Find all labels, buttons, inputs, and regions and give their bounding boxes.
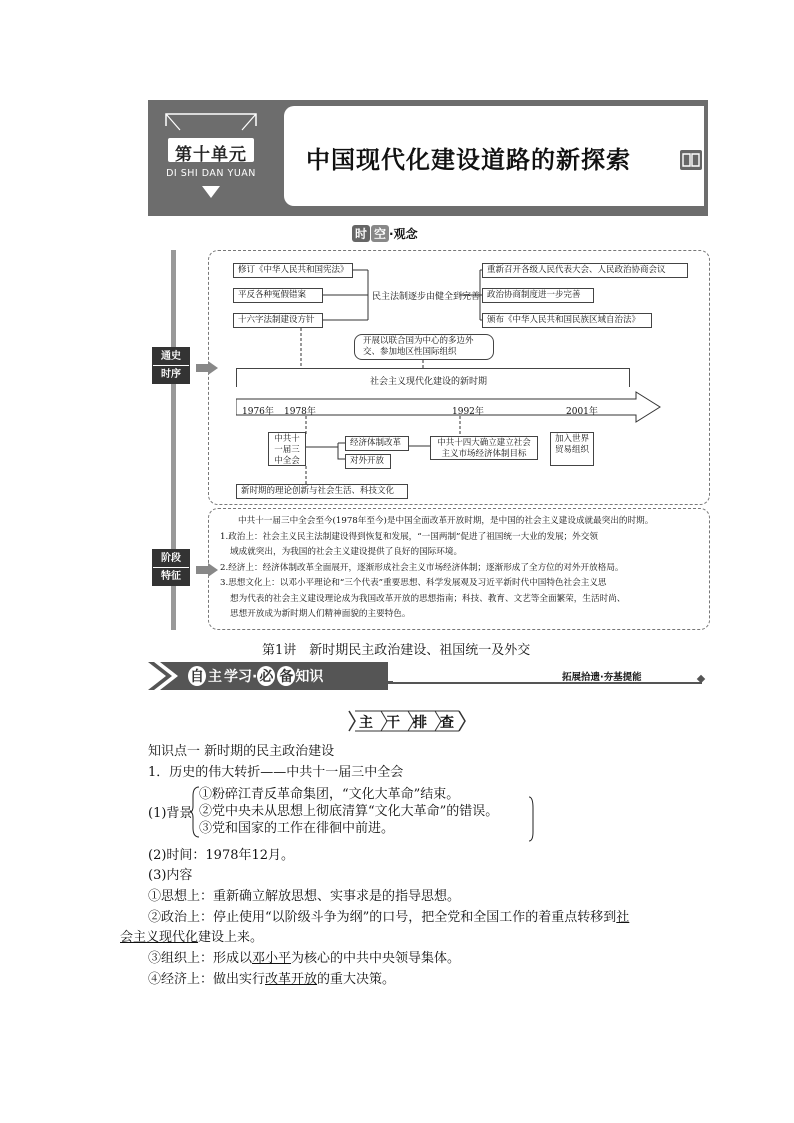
background-3: ③党和国家的工作在徘徊中前进。 <box>199 821 395 836</box>
box-culture: 新时期的理论创新与社会生活、科技文化 <box>236 484 408 499</box>
shikong-part3: ·观念 <box>389 227 418 241</box>
jieduan-label-1: 阶段 <box>161 553 181 564</box>
features-text <box>220 514 700 623</box>
box-sixteen-chars: 十六字法制建设方针 <box>233 313 323 328</box>
tongshi-label-1: 通史 <box>161 351 181 362</box>
heading-char-2: 干 <box>386 715 400 731</box>
shikong-part2: 空 <box>371 225 389 242</box>
era-label: 社会主义现代化建设的新时期 <box>370 377 488 387</box>
content-3-pre: ③组织上：形成以 <box>148 951 253 966</box>
heading-char-3: 排 <box>413 715 427 731</box>
content-label: (3)内容 <box>148 868 193 883</box>
arrow-right-icon <box>196 562 218 581</box>
features-intro: 中共十一届三中全会至今(1978年至今)是中国全面改革开放时期，是中国的社会主义建设成就最突出的时期。 <box>238 516 654 526</box>
box-consultation: 政治协商制度进一步完善 <box>482 288 594 303</box>
time-line: (2)时间：1978年12月。 <box>148 848 295 863</box>
box-reconvene: 重新召开各级人民代表大会、人民政治协商会议 <box>482 263 688 278</box>
box-wto: 加入世界贸易组织 <box>550 432 594 466</box>
box-autonomy-law: 颁布《中华人民共和国民族区域自治法》 <box>482 313 652 328</box>
heading-char-4: 查 <box>440 715 454 731</box>
study-char-1: 自 <box>188 666 206 686</box>
content-1: ①思想上：重新确立解放思想、实事求是的指导思想。 <box>148 889 461 904</box>
tongshi-tag <box>152 347 190 384</box>
content-2-underline-b: 会主义现代化 <box>120 930 199 945</box>
jieduan-tag <box>152 549 190 586</box>
content-4 <box>148 970 395 990</box>
study-char-2: 主 <box>208 669 222 685</box>
year-1978: 1978年 <box>284 407 316 417</box>
study-char-5: 备 <box>277 666 295 686</box>
study-bar <box>148 662 708 690</box>
knowledge-point-1: 知识点一 新时期的民主政治建设 <box>148 744 335 759</box>
unit-badge <box>160 106 262 206</box>
lesson-title: 第1讲 新时期民主政治建设、祖国统一及外交 <box>262 643 531 658</box>
study-char-3: 学习· <box>224 669 258 685</box>
box-constitution: 修订《中华人民共和国宪法》 <box>233 263 353 278</box>
heading-great-turn: 1．历史的伟大转折——中共十一届三中全会 <box>148 765 404 780</box>
box-third-plenum: 中共十一届三中全会 <box>268 432 306 466</box>
box-opening-up: 对外开放 <box>345 454 391 469</box>
jieduan-label-2: 特征 <box>153 567 189 585</box>
unit-badge-pinyin: DI SHI DAN YUAN <box>166 168 256 179</box>
content-2-underline-a: 社 <box>616 910 630 925</box>
content-2-end: 建设上来。 <box>198 930 264 945</box>
background-1: ①粉碎江青反革命集团，“文化大革命”结束。 <box>199 787 460 802</box>
arrow-right-icon <box>196 360 218 379</box>
unit-badge-text: 第十单元 <box>175 145 247 165</box>
features-p3c: 思想开放成为新时期人们精神面貌的主要特色。 <box>230 609 411 619</box>
study-char-6: 知识 <box>295 669 324 685</box>
box-economic-reform: 经济体制改革 <box>345 436 409 451</box>
lower-connectors <box>300 416 560 486</box>
content-3-underline: 邓小平 <box>252 951 292 966</box>
year-1992: 1992年 <box>452 407 484 417</box>
shikong-part1: 时 <box>352 225 370 242</box>
content-4-post: 的重大决策。 <box>317 972 396 987</box>
year-1976: 1976年 <box>242 407 274 417</box>
heading-char-1: 主 <box>359 715 373 731</box>
features-p3b: 想为代表的社会主义建设理论成为我国改革开放的思想指南；科技、教育、文艺等全面繁荣，生活时尚、 <box>230 593 626 604</box>
box-14th-congress: 中共十四大确立建立社会主义市场经济体制目标 <box>430 436 538 460</box>
year-2001: 2001年 <box>566 407 598 417</box>
study-bar-line <box>388 682 702 684</box>
content-3 <box>148 949 460 969</box>
right-brace <box>528 796 536 842</box>
study-bar-title <box>188 666 323 686</box>
book-icon <box>680 150 702 170</box>
unit-title: 中国现代化建设道路的新探索 <box>306 146 631 174</box>
background-2: ②党中央未从思想上彻底清算“文化大革命”的错误。 <box>199 804 499 819</box>
content-2-text: ②政治上：停止使用“以阶级斗争为纲”的口号，把全党和全国工作的着重点转移到 <box>148 910 617 925</box>
dashed-connectors <box>298 326 498 370</box>
content-3-post: 为核心的中共中央领导集体。 <box>291 951 461 966</box>
content-4-pre: ④经济上：做出实行 <box>148 972 266 987</box>
features-p1a: 1.政治上：社会主义民主法制建设得到恢复和发展，“一国两制”促进了祖国统一大业的发展；外交领 <box>220 531 598 542</box>
features-p2: 2.经济上：经济体制改革全面展开，逐渐形成社会主义市场经济体制；逐渐形成了全方位的对外开放格局。 <box>220 562 624 573</box>
center-label: 民主法制逐步由健全到完善 <box>372 292 481 302</box>
study-char-4: 必 <box>257 666 275 686</box>
features-p3a: 3.思想文化上：以邓小平理论和“三个代表”重要思想、科学发展观及习近平新时代中国特色社会主义思 <box>220 578 607 588</box>
unit-title-box <box>284 106 704 206</box>
box-diplomacy: 开展以联合国为中心的多边外交、参加地区性国际组织 <box>354 334 494 360</box>
background-label: (1)背景 <box>148 806 193 821</box>
features-p1b: 域成就突出，为我国的社会主义建设提供了良好的国际环境。 <box>230 547 463 557</box>
unit-banner <box>148 100 708 216</box>
box-redress: 平反各种冤假错案 <box>233 288 323 303</box>
content-4-underline: 改革开放 <box>265 972 318 987</box>
content-2-cont <box>120 928 263 948</box>
content-2 <box>148 908 629 928</box>
tongshi-label-2: 时序 <box>153 365 189 383</box>
shikong-heading <box>352 225 418 243</box>
study-bar-right: 拓展拾遗·夯基提能 <box>562 672 642 683</box>
